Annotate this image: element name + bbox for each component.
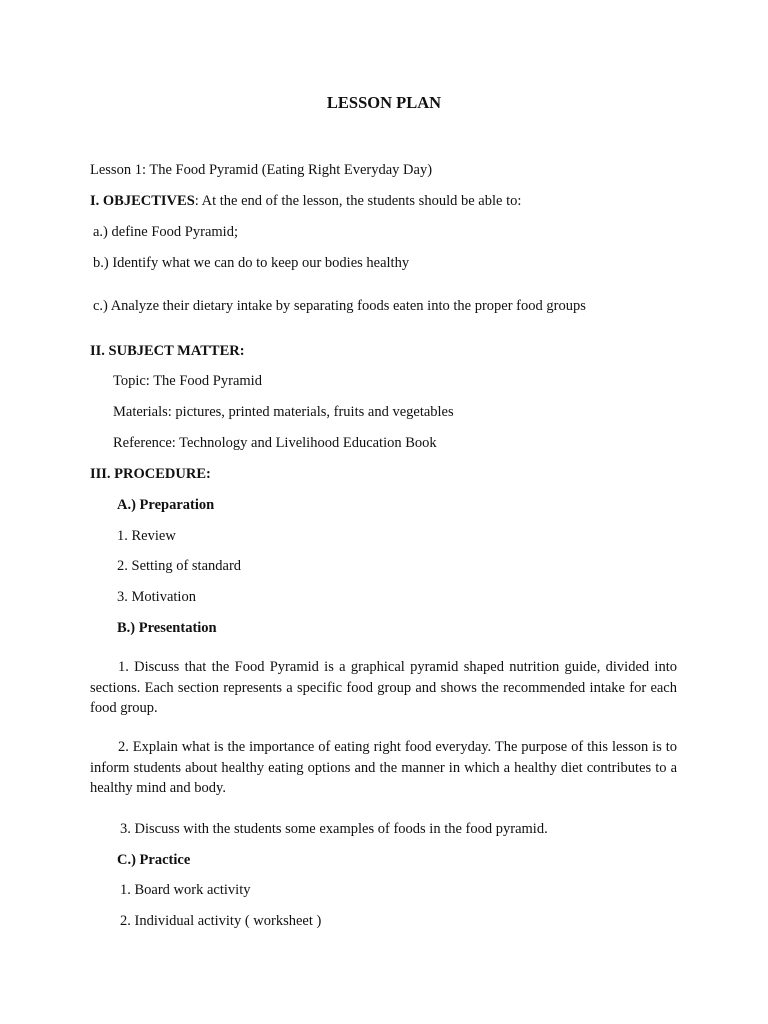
objective-item: a.) define Food Pyramid; (93, 224, 238, 240)
presentation-paragraph: 1. Discuss that the Food Pyramid is a graphical pyramid shaped nutrition guide, divided into sections. Each section represents a specific food group and shows the recommended intake for each food group. (90, 659, 677, 716)
procedure-heading: III. PROCEDURE: (90, 466, 211, 482)
objectives-line (90, 191, 521, 211)
presentation-heading: B.) Presentation (117, 620, 217, 636)
subject-materials: Materials: pictures, printed materials, fruits and vegetables (113, 404, 454, 420)
practice-item: 2. Individual activity ( worksheet ) (120, 913, 322, 929)
preparation-item: 1. Review (117, 528, 176, 544)
page-title: LESSON PLAN (326, 93, 442, 112)
preparation-heading: A.) Preparation (117, 497, 215, 513)
subject-matter-heading: II. SUBJECT MATTER: (90, 343, 245, 359)
objectives-heading: I. OBJECTIVES (90, 193, 195, 209)
practice-item: 1. Board work activity (120, 882, 251, 898)
presentation-item: 3. Discuss with the students some examples of foods in the food pyramid. (120, 821, 548, 837)
subject-topic: Topic: The Food Pyramid (113, 373, 262, 389)
objective-item: c.) Analyze their dietary intake by separating foods eaten into the proper food groups (93, 298, 586, 314)
lesson-title: Lesson 1: The Food Pyramid (Eating Right Everyday Day) (90, 162, 433, 178)
preparation-item: 3. Motivation (117, 589, 196, 605)
subject-reference: Reference: Technology and Livelihood Education Book (113, 435, 437, 451)
practice-heading: C.) Practice (117, 852, 191, 868)
presentation-paragraph: 2. Explain what is the importance of eating right food everyday. The purpose of this lesson is to inform students about healthy eating options and the manner in which a healthy diet contributes to a healthy mind and body. (90, 739, 677, 796)
preparation-item: 2. Setting of standard (117, 558, 242, 574)
objectives-intro: : At the end of the lesson, the students should be able to: (194, 193, 522, 209)
objective-item: b.) Identify what we can do to keep our bodies healthy (93, 255, 410, 271)
